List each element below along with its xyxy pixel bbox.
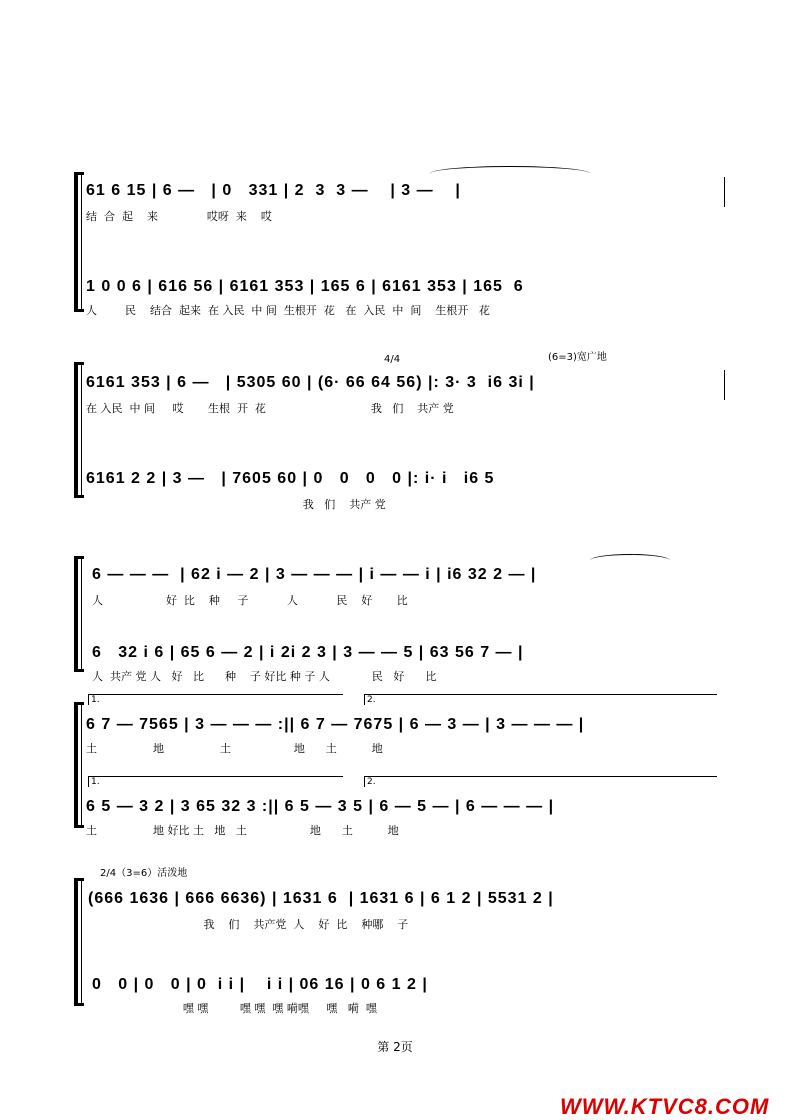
upper-staff-lyrics: 在 入民 中 间 哎 生根 开 花 我 们 共产 党 — [86, 402, 454, 415]
slur-arc — [430, 166, 590, 181]
slur-arc — [590, 554, 670, 567]
volta-bracket-1: 1. — [88, 694, 343, 705]
lower-staff-notes: 1 0 0 6 | 616 56 | 6161 353 | 165 6 | 6161 353 | 165 6 — [86, 278, 524, 295]
barline — [724, 177, 725, 207]
volta-bracket-2: 2. — [364, 694, 717, 705]
lower-staff-notes: 6161 2 2 | 3 — | 7605 60 | 0 0 0 0 |: i· i i6 5 — [86, 470, 495, 487]
upper-staff-lyrics: 土 地 土 地 土 地 — [86, 742, 383, 755]
upper-staff-notes: 6 7 — 7565 | 3 — — — :|| 6 7 — 7675 | 6 — 3 — | 3 — — — | — [86, 716, 585, 733]
barline — [724, 370, 725, 400]
upper-staff-lyrics: 人 好 比 种 子 人 民 好 比 — [92, 594, 408, 607]
system-line — [81, 702, 82, 828]
page-number: 第 2页 — [377, 1040, 413, 1054]
time-signature-label: 4/4 — [384, 354, 401, 365]
lower-staff-lyrics: 土 地 好比 土 地 土 地 土 地 — [86, 824, 399, 837]
lower-staff-notes: 6 5 — 3 2 | 3 65 32 3 :|| 6 5 — 3 5 | 6 — 5 — | 6 — — — | — [86, 798, 555, 815]
tempo-label: 2/4（3=6）活泼地 — [100, 868, 188, 879]
volta-bracket-2-lower: 2. — [364, 776, 717, 787]
lower-staff-notes: 6 32 i 6 | 65 6 — 2 | i 2i 2 3 | 3 — — 5 | 63 56 7 — | — [92, 644, 524, 661]
lower-staff-notes: 0 0 | 0 0 | 0 i i | i i | 06 16 | 0 6 1 2 | — [92, 976, 428, 993]
upper-staff-lyrics: 我 们 共产党 人 好 比 种哪 子 — [88, 918, 409, 931]
watermark-logo: WWW.KTVC8.COM — [560, 1094, 770, 1119]
upper-staff-lyrics: 结 合 起 来 哎呀 来 哎 — [86, 210, 272, 223]
system-brace — [74, 556, 78, 672]
system-brace — [74, 172, 78, 312]
system-line — [81, 362, 82, 498]
system-brace — [74, 362, 78, 498]
upper-staff-notes: 6161 353 | 6 — | 5305 60 | (6· 66 64 56) |: 3· 3 i6 3i | — [86, 374, 535, 391]
tempo-label: (6=3)宽广地 — [548, 352, 607, 363]
upper-staff-notes: (666 1636 | 666 6636) | 1631 6 | 1631 6 | 6 1 2 | 5531 2 | — [88, 890, 554, 907]
system-line — [81, 172, 82, 312]
system-brace — [74, 702, 78, 828]
system-line — [81, 878, 82, 1006]
upper-staff-notes: 61 6 15 | 6 — | 0 331 | 2 3 3 — | 3 — | — [86, 182, 461, 199]
lower-staff-lyrics: 嘿 嘿 嘿 嘿 嘿 嗬嘿 嘿 嗬 嘿 — [92, 1002, 377, 1015]
lower-staff-lyrics: 人 共产 党 人 好 比 种 子 好比 种 子 人 民 好 比 — [92, 670, 437, 683]
upper-staff-notes: 6 — — — | 62 i — 2 | 3 — — — | i — — i | i6 32 2 — | — [92, 566, 537, 583]
system-brace — [74, 878, 78, 1006]
volta-bracket-1-lower: 1. — [88, 776, 343, 787]
system-line — [81, 556, 82, 672]
lower-staff-lyrics: 我 们 共产 党 — [86, 498, 386, 511]
lower-staff-lyrics: 人 民 结合 起来 在 入民 中 间 生根开 花 在 入民 中 间 生根开 花 — [86, 304, 490, 317]
